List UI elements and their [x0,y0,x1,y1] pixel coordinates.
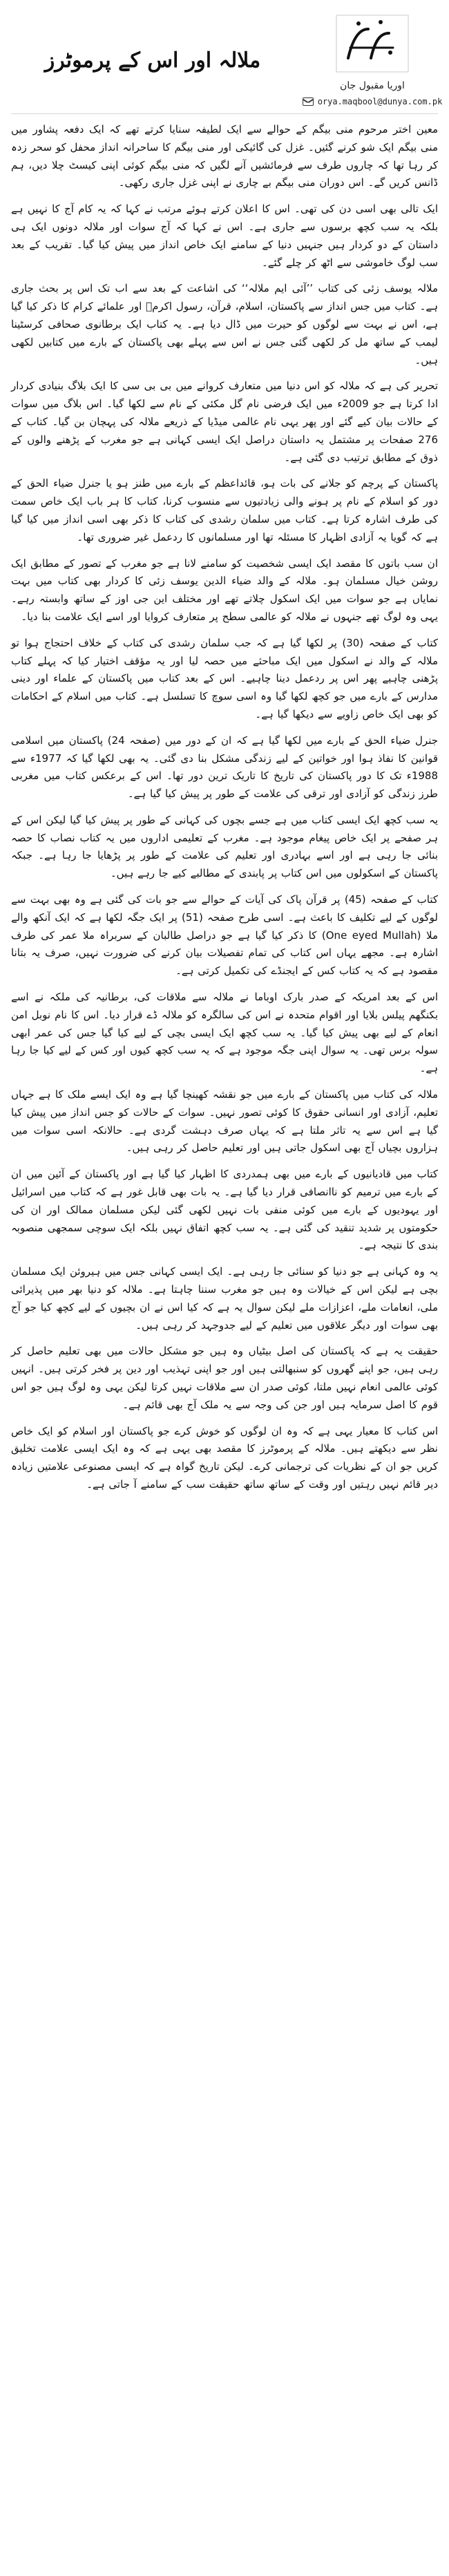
article-body [11,121,438,1494]
article-paragraph: اس کتاب کا معیار یہی ہے کہ وہ ان لوگوں کو خوش کرے جو پاکستان اور اسلام کو ایک خاص نظر سے دیکھتے ہیں۔ ملالہ کے پرموٹرز کا مقصد بھی یہی ہے کہ وہ ایک ایسی علامت تخلیق کریں جو ان کے نظریات کی ترجمانی کرے۔ لیکن تاریخ گواہ ہے کہ ایسی مصنوعی علامتیں زیادہ دیر قائم نہیں رہتیں اور وقت کے ساتھ ساتھ حقیقت سب کے سامنے آ جاتی ہے۔ [11,1424,438,1491]
columnist-branding [307,10,443,106]
article-paragraph: جنرل ضیاء الحق کے بارے میں لکھا گیا ہے کہ ان کے دور میں (صفحہ 24) پاکستان میں اسلامی قوانین کا نفاذ ہوا اور خواتین کے لیے زندگی مشکل بنا دی گئی۔ یہ بھی لکھا گیا کہ 1977ء سے 1988ء تک کا دور پاکستان کی تاریخ کا تاریک ترین دور تھا۔ اس کے برعکس کتاب میں مغربی طرز زندگی کو آزادی اور ترقی کی علامت کے طور پر پیش کیا گیا ہے۔ [11,734,438,801]
article-paragraph: کتاب میں قادیانیوں کے بارے میں بھی ہمدردی کا اظہار کیا گیا ہے اور پاکستان کے آئین میں ان کے بارے میں ترمیم کو ناانصافی قرار دیا گیا ہے۔ یہ بات بھی قابل غور ہے کہ کتاب میں اسرائیل اور یہودیوں کے بارے میں کوئی منفی بات نہیں لکھی گئی لیکن مسلمان ممالک اور ان کی حکومتوں پر شدید تنقید کی گئی ہے۔ یہ سب کچھ اتفاق نہیں بلکہ ایک سوچی سمجھی منصوبہ بندی کا نتیجہ ہے۔ [11,1168,438,1252]
article-paragraph: اس کے بعد امریکہ کے صدر بارک اوباما نے ملالہ سے ملاقات کی، برطانیہ کی ملکہ نے اسے بکنگھم پیلس بلایا اور اقوام متحدہ نے اس کی سالگرہ کو ملالہ ڈے قرار دیا۔ اس کا نام نوبل امن انعام کے لیے بھی پیش کیا گیا۔ یہ سب کچھ ایک ایسی بچی کے لیے کیا گیا جس کی عمر ابھی سولہ برس تھی۔ یہ سوال اپنی جگہ موجود ہے کہ یہ سب کچھ کیوں اور کس کے لیے کیا جا رہا ہے۔ [11,991,438,1075]
article-paragraph: ملالہ کی کتاب میں پاکستان کے بارے میں جو نقشہ کھینچا گیا ہے وہ ایک ایسے ملک کا ہے جہاں تعلیم، آزادی اور انسانی حقوق کا کوئی تصور نہیں۔ سوات کے حالات کو جس انداز میں پیش کیا گیا ہے اس سے یہ تاثر ملتا ہے کہ یہاں صرف دہشت گردی ہے۔ حالانکہ اسی سوات میں ہزاروں بچیاں آج بھی اسکول جاتی ہیں اور تعلیم حاصل کر رہی ہیں۔ [11,1088,438,1155]
article-paragraph: تحریر کی ہے کہ ملالہ کو اس دنیا میں متعارف کروانے میں بی بی سی کا ایک بلاگ بنیادی کردار ادا کرتا ہے جو 2009ء میں ایک فرضی نام گل مکئی کے نام سے لکھا گیا۔ اس بلاگ میں سوات کے حالات بیان کیے گئے اور پھر یہی نام عالمی میڈیا کے ذریعے ملالہ کی پہچان بن گیا۔ کتاب کے 276 صفحات پر مشتمل یہ داستان دراصل ایک ایسی کہانی ہے جو مغرب کے پڑھنے والوں کے ذوق کے مطابق ترتیب دی گئی ہے۔ [11,380,439,464]
article-paragraph: کتاب کے صفحہ (30) پر لکھا گیا ہے کہ جب سلمان رشدی کی کتاب کے خلاف احتجاج ہوا تو ملالہ کے والد نے اسکول میں ایک مباحثے میں حصہ لیا اور یہ مؤقف اختیار کیا کہ پہلے کتاب پڑھنی چاہیے پھر اس پر ردعمل دینا چاہیے۔ اس کے بعد کتاب میں پاکستان کے علماء اور دینی مدارس کے بارے میں جو کچھ لکھا گیا وہ اسی سوچ کا تسلسل ہے۔ کتاب میں اسلام کے احکامات کو بھی ایک خاص زاویے سے دیکھا گیا ہے۔ [11,636,438,720]
article-paragraph: یہ سب کچھ ایک ایسی کتاب میں ہے جسے بچوں کی کہانی کے طور پر پیش کیا گیا لیکن اس کے ہر صفحے پر ایک خاص پیغام موجود ہے۔ مغرب کے تعلیمی اداروں میں یہ کتاب نصاب کا حصہ بنائی جا رہی ہے اور اسے بہادری اور تعلیم کی علامت کے طور پر پڑھایا جا رہا ہے۔ جبکہ پاکستان کے اسکولوں میں اس کتاب پر پابندی کے مطالبے کیے جا رہے ہیں۔ [11,813,438,880]
article-paragraph: حقیقت یہ ہے کہ پاکستان کی اصل بیٹیاں وہ ہیں جو مشکل حالات میں بھی تعلیم حاصل کر رہی ہیں، جو اپنے گھروں کو سنبھالتی ہیں اور جو اپنی تہذیب اور دین پر فخر کرتی ہیں۔ انہیں کوئی عالمی انعام نہیں ملتا، کوئی صدر ان سے ملاقات نہیں کرتا لیکن یہی وہ لوگ ہیں جو اس قوم کا اصل سرمایہ ہیں اور جن کی وجہ سے یہ ملک آج بھی قائم ہے۔ [11,1345,438,1411]
title-block [11,10,294,73]
author-email: orya.maqbool@dunya.com.pk [317,97,443,106]
mail-icon [303,97,314,106]
article-paragraph: ایک تالی بھی اسی دن کی تھی۔ اس کا اعلان کرتے ہوئے مرتب نے کہا کہ یہ کام آج کا نہیں ہے بلکہ یہ سب کچھ برسوں سے جاری ہے۔ اس نے کہا کہ آج سوات اور ملالہ دونوں ایک ہی داستان کے دو کردار ہیں جنہیں دنیا کے سامنے ایک خاص انداز میں پیش کیا گیا۔ تقریب کے بعد سب لوگ خاموشی سے اٹھ کر چلے گئے۔ [11,203,438,269]
column-logo [331,10,414,77]
article-paragraph: ان سب باتوں کا مقصد ایک ایسی شخصیت کو سامنے لانا ہے جو مغرب کے تصور کے مطابق ایک روشن خیال مسلمان ہو۔ ملالہ کے والد ضیاء الدین یوسف زئی کا کردار بھی کتاب میں بہت نمایاں ہے جو سوات میں ایک اسکول چلاتے تھے اور مختلف این جی اوز کے ساتھ وابستہ رہے۔ یہی وہ لوگ تھے جنہوں نے ملالہ کو عالمی سطح پر متعارف کروایا اور اسے ایک علامت بنا دیا۔ [11,557,438,623]
column-header [11,10,443,114]
column-title: ملالہ اور اس کے پرموٹرز [44,48,261,73]
article-paragraph: معین اختر مرحوم منی بیگم کے حوالے سے ایک لطیفہ سنایا کرتے تھے کہ ایک دفعہ پشاور میں منی بیگم ایک شو کرنے گئیں۔ غزل کی گائیکی اور منی بیگم کا ساحرانہ انداز محفل کو سحر زدہ کر رہا تھا کہ چاروں طرف سے فرمائشیں آنے لگیں کہ منی بیگم کوئی اپنی کیسٹ چلا دیں، ہم ڈانس کریں گے۔ اس دوران منی بیگم بے چاری نے اپنی غزل جاری رکھی۔ [11,123,438,189]
article-paragraph: ملالہ یوسف زئی کی کتاب ’’آئی ایم ملالہ‘‘ کی اشاعت کے بعد سے اب تک اس پر بحث جاری ہے۔ کتاب میں جس انداز سے پاکستان، اسلام، قرآن، رسول اکرمؐ اور علمائے کرام کا ذکر کیا گیا ہے، اس نے بہت سے لوگوں کو حیرت میں ڈال دیا ہے۔ یہ کتاب ایک برطانوی صحافی کرسٹینا لیمب کے ساتھ مل کر لکھی گئی جس نے اس سے پہلے بھی پاکستان کے بارے میں کتابیں لکھی ہیں۔ [11,282,438,366]
article-paragraph: پاکستان کے پرچم کو جلانے کی بات ہو، قائداعظم کے بارے میں طنز ہو یا جنرل ضیاء الحق کے دور کو اسلام کے نام پر ہونے والی زیادتیوں سے منسوب کرنا، کتاب کا ہر باب ایک خاص سمت کی طرف اشارہ کرتا ہے۔ کتاب میں سلمان رشدی کی کتاب کا ذکر بھی اسی انداز میں کیا گیا ہے کہ گویا یہ آزادی اظہار کا مسئلہ تھا اور مسلمانوں کا ردعمل غیر ضروری تھا۔ [11,477,438,543]
author-email-row [303,97,443,106]
article-paragraph: کتاب کے صفحہ (45) پر قرآن پاک کی آیات کے حوالے سے جو بات کی گئی ہے وہ بھی بہت سے لوگوں کے لیے تکلیف کا باعث ہے۔ اسی طرح صفحہ (51) پر ایک جگہ لکھا ہے کہ ایک آنکھ والے ملا (One eyed Mullah) کا ذکر کیا گیا ہے جو دراصل طالبان کے سربراہ ملا عمر کی طرف اشارہ ہے۔ مجھے یہاں اس کتاب کی تمام تفصیلات بیان کرنے کی ضرورت نہیں، صرف یہ بتانا مقصود ہے کہ یہ کتاب کس کے ایجنڈے کی تکمیل کرتی ہے۔ [11,893,439,978]
article-paragraph: یہ وہ کہانی ہے جو دنیا کو سنائی جا رہی ہے۔ ایک ایسی کہانی جس میں ہیروئن ایک مسلمان بچی ہے لیکن اس کے خیالات وہ ہیں جو مغرب سننا چاہتا ہے۔ ملالہ کو دنیا بھر میں پذیرائی ملی، انعامات ملے، اعزازات ملے لیکن سوال یہ ہے کہ کیا اس نے ان بچیوں کے لیے کچھ کیا جو آج بھی سوات اور دیگر علاقوں میں تعلیم کے لیے جدوجہد کر رہی ہیں۔ [11,1265,438,1332]
author-byline: اوریا مقبول جان [340,80,405,91]
